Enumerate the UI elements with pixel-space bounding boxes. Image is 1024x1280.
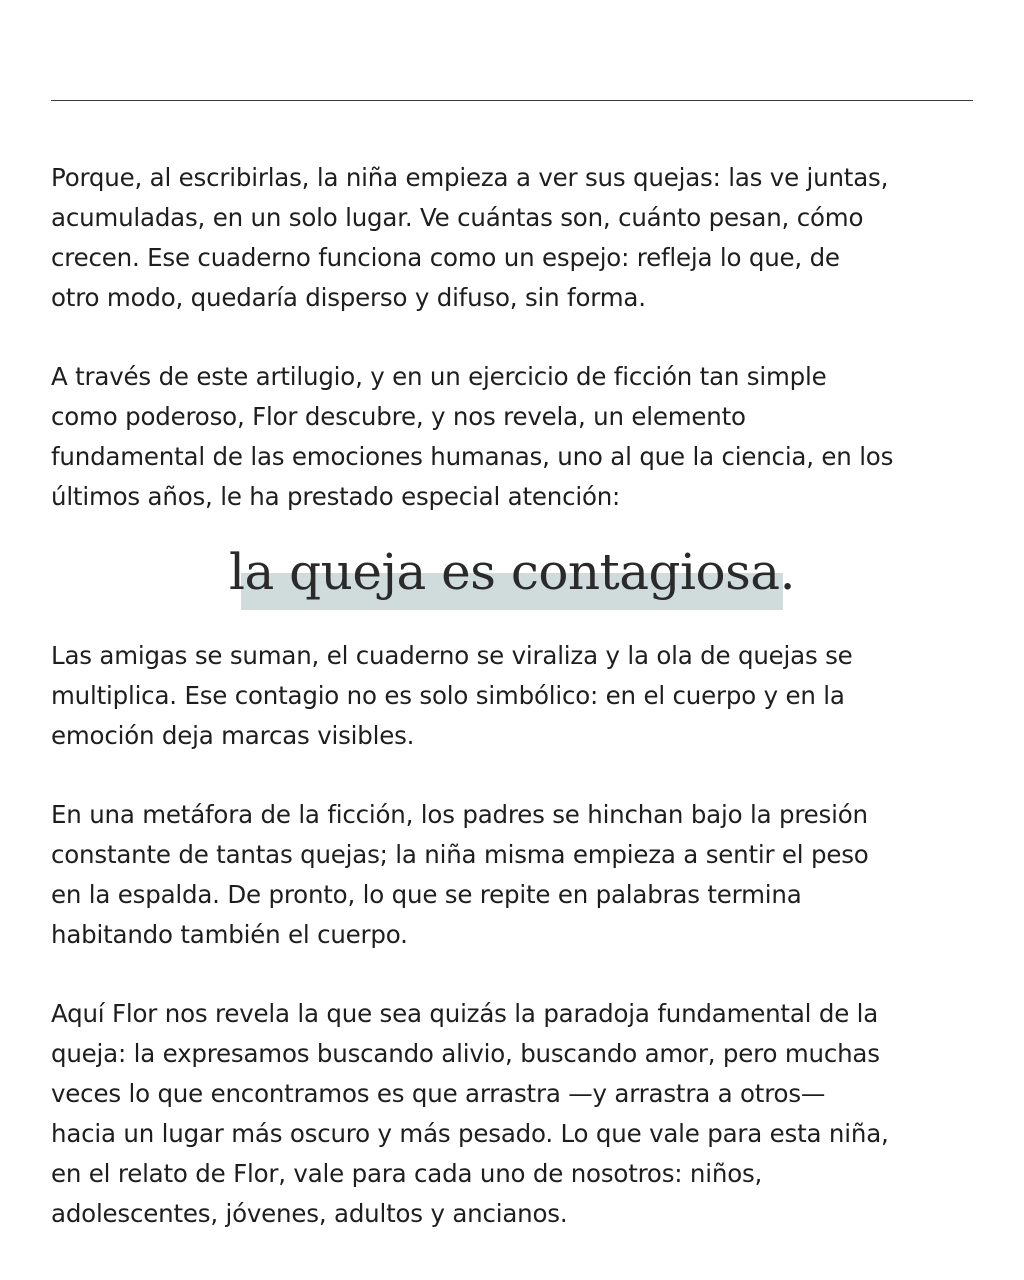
paragraph-line: otro modo, quedaría disperso y difuso, sin forma. (51, 283, 646, 312)
paragraph-line: en la espalda. De pronto, lo que se repite en palabras termina (51, 880, 802, 909)
paragraph-line: últimos años, le ha prestado especial atención: (51, 482, 621, 511)
paragraph-line: hacia un lugar más oscuro y más pesado. Lo que vale para esta niña, (51, 1119, 889, 1148)
paragraph-line: adolescentes, jóvenes, adultos y ancianos. (51, 1199, 568, 1228)
paragraph-line: multiplica. Ese contagio no es solo simbólico: en el cuerpo y en la (51, 681, 845, 710)
pull-quote (0, 535, 1024, 615)
paragraph-line: Las amigas se suman, el cuaderno se viraliza y la ola de quejas se (51, 641, 853, 670)
paragraph-line: Aquí Flor nos revela la que sea quizás la paradoja fundamental de la (51, 999, 879, 1028)
paragraph-line: A través de este artilugio, y en un ejercicio de ficción tan simple (51, 362, 827, 391)
pull-quote-text: la queja es contagiosa. (228, 543, 795, 601)
paragraph-4 (51, 795, 981, 955)
paragraph-line: habitando también el cuerpo. (51, 920, 408, 949)
paragraph-line: fundamental de las emociones humanas, uno al que la ciencia, en los (51, 442, 894, 471)
paragraph-line: queja: la expresamos buscando alivio, buscando amor, pero muchas (51, 1039, 880, 1068)
paragraph-line: Porque, al escribirlas, la niña empieza a ver sus quejas: las ve juntas, (51, 163, 889, 192)
paragraph-3 (51, 636, 981, 756)
paragraph-line: constante de tantas quejas; la niña misma empieza a sentir el peso (51, 840, 869, 869)
paragraph-line: crecen. Ese cuaderno funciona como un espejo: refleja lo que, de (51, 243, 840, 272)
paragraph-line: acumuladas, en un solo lugar. Ve cuántas son, cuánto pesan, cómo (51, 203, 864, 232)
paragraph-5 (51, 994, 981, 1234)
paragraph-1 (51, 158, 981, 318)
paragraph-2 (51, 357, 981, 517)
top-divider (51, 100, 973, 101)
paragraph-line: En una metáfora de la ficción, los padres se hinchan bajo la presión (51, 800, 868, 829)
paragraph-line: en el relato de Flor, vale para cada uno de nosotros: niños, (51, 1159, 763, 1188)
paragraph-line: como poderoso, Flor descubre, y nos revela, un elemento (51, 402, 746, 431)
paragraph-line: veces lo que encontramos es que arrastra —y arrastra a otros— (51, 1079, 826, 1108)
paragraph-line: emoción deja marcas visibles. (51, 721, 415, 750)
